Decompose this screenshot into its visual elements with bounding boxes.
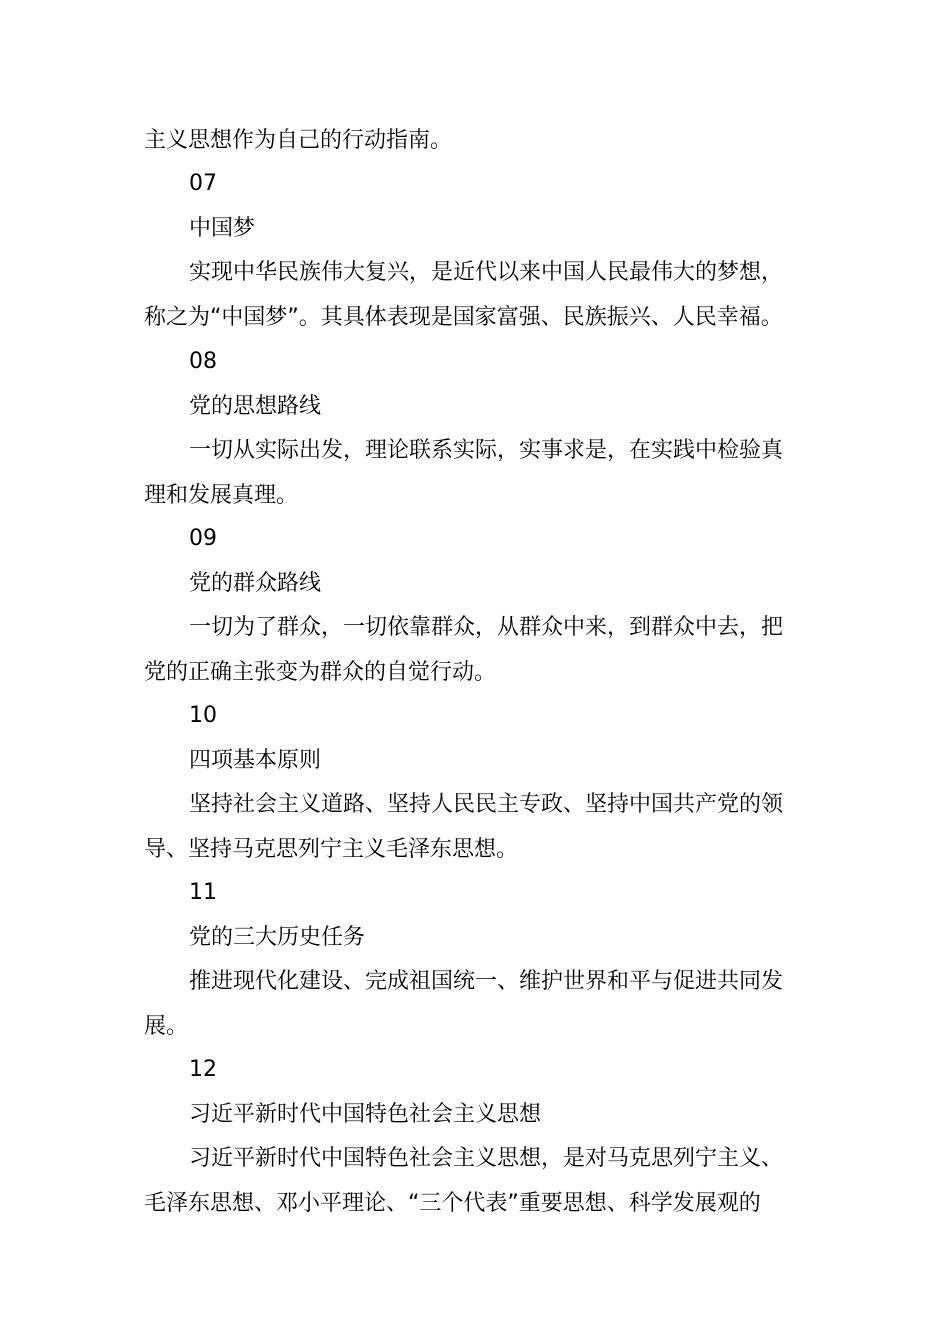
section-heading: 党的群众路线 [189,571,322,596]
paragraph-continuation: 主义思想作为自己的行动指南。 [144,128,453,153]
paragraph-line: 习近平新时代中国特色社会主义思想，是对马克思列宁主义、 [189,1146,784,1171]
section-number: 07 [189,171,217,196]
paragraph-line: 坚持社会主义道路、坚持人民民主专政、坚持中国共产党的领 [189,792,784,817]
paragraph-line: 一切从实际出发，理论联系实际，实事求是，在实践中检验真 [189,438,784,463]
paragraph-line: 推进现代化建设、完成祖国统一、维护世界和平与促进共同发 [189,969,784,994]
paragraph-line: 导、坚持马克思列宁主义毛泽东思想。 [144,837,519,862]
section-heading: 习近平新时代中国特色社会主义思想 [189,1102,542,1127]
section-number: 10 [189,703,217,728]
paragraph-line: 实现中华民族伟大复兴，是近代以来中国人民最伟大的梦想， [189,260,784,285]
paragraph-line: 一切为了群众，一切依靠群众，从群众中来，到群众中去，把 [189,615,784,640]
section-number: 11 [189,880,217,905]
paragraph-line: 展。 [144,1014,189,1039]
section-heading: 党的三大历史任务 [189,925,366,950]
section-number: 12 [189,1057,217,1082]
paragraph-line: 理和发展真理。 [144,483,299,508]
paragraph-line: 称之为“中国梦”。其具体表现是国家富强、民族振兴、人民幸福。 [144,305,783,330]
section-heading: 中国梦 [189,216,256,241]
section-heading: 党的思想路线 [189,394,322,419]
section-heading: 四项基本原则 [189,748,322,773]
section-number: 09 [189,526,217,551]
section-number: 08 [189,349,217,374]
paragraph-line: 毛泽东思想、邓小平理论、“三个代表”重要思想、科学发展观的 [144,1191,761,1216]
paragraph-line: 党的正确主张变为群众的自觉行动。 [144,660,497,685]
